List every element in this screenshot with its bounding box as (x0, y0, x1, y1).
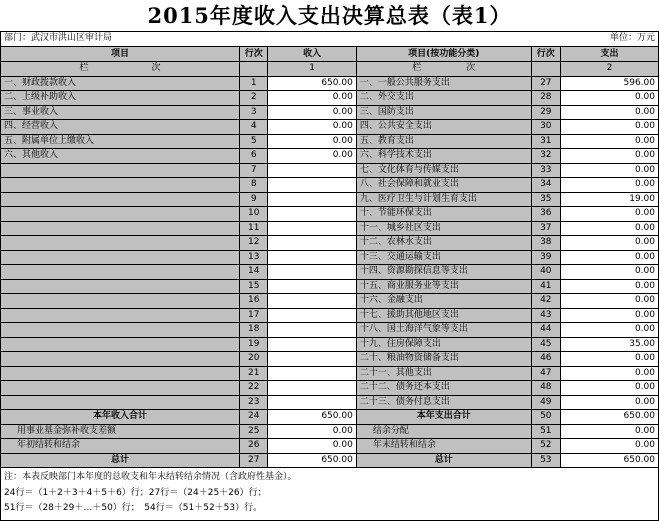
expense-item-cell: 六、科学技术支出 (356, 149, 531, 164)
expense-value-cell: 0.00 (561, 207, 659, 222)
expense-item-cell: 二、外交支出 (356, 91, 531, 106)
income-item-cell: 六、其他收入 (1, 149, 240, 164)
expense-row-no-cell: 38 (531, 236, 560, 251)
table-row (1, 279, 659, 294)
expense-value-cell: 0.00 (561, 120, 659, 135)
table-row (1, 192, 659, 207)
income-row-no-cell: 14 (239, 265, 267, 280)
expense-item-cell: 十、节能环保支出 (356, 207, 531, 222)
col-header-item: 项目 (1, 47, 240, 62)
note-line: 51行＝（28＋29＋…＋50）行； 54行＝（51＋52＋53）行。 (4, 503, 263, 513)
expense-item-cell: 总计 (356, 453, 531, 468)
income-item-cell: 总计 (1, 453, 240, 468)
expense-item-cell: 十二、农林水支出 (356, 236, 531, 251)
expense-value-cell: 0.00 (561, 366, 659, 381)
expense-item-cell: 十九、住房保障支出 (356, 337, 531, 352)
expense-row-no-cell: 41 (531, 279, 560, 294)
table-row (1, 323, 659, 338)
income-value-cell (268, 323, 356, 338)
expense-row-no-cell: 35 (531, 192, 560, 207)
income-item-cell (1, 178, 240, 193)
table-body (1, 76, 659, 468)
table-row (1, 163, 659, 178)
income-row-no-cell: 4 (239, 120, 267, 135)
income-item-cell (1, 381, 240, 396)
expense-item-cell: 十八、国土海洋气象等支出 (356, 323, 531, 338)
expense-value-cell: 0.00 (561, 381, 659, 396)
expense-row-no-cell: 29 (531, 105, 560, 120)
expense-row-no-cell: 30 (531, 120, 560, 135)
income-value-cell (268, 308, 356, 323)
income-item-cell (1, 221, 240, 236)
income-row-no-cell: 5 (239, 134, 267, 149)
income-value-cell: 0.00 (268, 424, 356, 439)
department-label: 部门：武汉市洪山区审计局 (4, 33, 113, 43)
income-item-cell (1, 250, 240, 265)
expense-row-no-cell: 27 (531, 76, 560, 91)
income-item-cell (1, 352, 240, 367)
income-value-cell: 0.00 (268, 120, 356, 135)
income-value-cell: 0.00 (268, 134, 356, 149)
expense-item-cell: 十三、交通运输支出 (356, 250, 531, 265)
expense-row-no-cell: 42 (531, 294, 560, 309)
expense-item-cell: 七、文化体育与传媒支出 (356, 163, 531, 178)
table-row (1, 410, 659, 425)
expense-value-cell: 0.00 (561, 236, 659, 251)
income-item-cell (1, 294, 240, 309)
table-row (1, 294, 659, 309)
income-row-no-cell: 9 (239, 192, 267, 207)
expense-row-no-cell: 32 (531, 149, 560, 164)
expense-row-no-cell: 53 (531, 453, 560, 468)
table-row (1, 366, 659, 381)
table-row (1, 149, 659, 164)
income-value-cell (268, 352, 356, 367)
expense-value-cell: 0.00 (561, 221, 659, 236)
income-item-cell (1, 308, 240, 323)
expense-item-cell: 年末结转和结余 (356, 439, 531, 454)
income-row-no-cell: 16 (239, 294, 267, 309)
income-row-no-cell: 25 (239, 424, 267, 439)
expense-row-no-cell: 33 (531, 163, 560, 178)
expense-value-cell: 596.00 (561, 76, 659, 91)
income-row-no-cell: 2 (239, 91, 267, 106)
expense-value-cell: 0.00 (561, 424, 659, 439)
income-value-cell (268, 221, 356, 236)
expense-row-no-cell: 36 (531, 207, 560, 222)
table-row (1, 178, 659, 193)
note-line: 注：本表反映部门本年度的总收支和年末结转结余情况（含政府性基金）。 (4, 472, 297, 482)
col-header-row-no2: 行次 (531, 47, 560, 62)
table-row (1, 76, 659, 91)
expense-value-cell: 0.00 (561, 323, 659, 338)
income-row-no-cell: 7 (239, 163, 267, 178)
income-item-cell: 一、财政拨款收入 (1, 76, 240, 91)
income-item-cell (1, 366, 240, 381)
col-header-item-func: 项目(按功能分类) (356, 47, 531, 62)
income-item-cell (1, 163, 240, 178)
income-value-cell (268, 192, 356, 207)
lan-ci-left: 栏 次 (1, 62, 240, 77)
expense-item-cell: 四、公共安全支出 (356, 120, 531, 135)
table-row (1, 120, 659, 135)
header-row (1, 47, 659, 62)
expense-value-cell: 0.00 (561, 250, 659, 265)
expense-row-no-cell: 43 (531, 308, 560, 323)
income-row-no-cell: 27 (239, 453, 267, 468)
table-row (1, 381, 659, 396)
note-line: 24行＝（1＋2＋3＋4＋5＋6）行；27行＝（24＋25＋26）行； (4, 487, 267, 498)
income-value-cell (268, 279, 356, 294)
expense-item-cell: 九、医疗卫生与计划生育支出 (356, 192, 531, 207)
income-value-cell: 0.00 (268, 439, 356, 454)
expense-value-cell: 0.00 (561, 149, 659, 164)
expense-item-cell: 十七、援助其他地区支出 (356, 308, 531, 323)
income-item-cell: 二、上级补助收入 (1, 91, 240, 106)
table-row (1, 337, 659, 352)
footnotes (0, 468, 659, 521)
expense-col-no: 2 (561, 62, 659, 77)
income-item-cell: 用事业基金弥补收支差额 (1, 424, 240, 439)
lan-ci-right-rowno (531, 62, 560, 77)
expense-row-no-cell: 46 (531, 352, 560, 367)
expense-row-no-cell: 48 (531, 381, 560, 396)
income-item-cell (1, 279, 240, 294)
income-value-cell (268, 381, 356, 396)
income-row-no-cell: 6 (239, 149, 267, 164)
expense-item-cell: 本年支出合计 (356, 410, 531, 425)
income-value-cell (268, 366, 356, 381)
expense-item-cell: 二十、粮油物资储备支出 (356, 352, 531, 367)
income-row-no-cell: 15 (239, 279, 267, 294)
expense-value-cell: 0.00 (561, 294, 659, 309)
expense-item-cell: 十六、金融支出 (356, 294, 531, 309)
table-row (1, 352, 659, 367)
income-item-cell: 本年收入合计 (1, 410, 240, 425)
expense-value-cell: 0.00 (561, 352, 659, 367)
expense-row-no-cell: 40 (531, 265, 560, 280)
meta-row (0, 31, 659, 46)
table-row (1, 424, 659, 439)
expense-value-cell: 19.00 (561, 192, 659, 207)
expense-row-no-cell: 44 (531, 323, 560, 338)
income-item-cell (1, 192, 240, 207)
income-row-no-cell: 19 (239, 337, 267, 352)
table-row (1, 236, 659, 251)
table-row (1, 395, 659, 410)
income-value-cell (268, 395, 356, 410)
table-row (1, 453, 659, 468)
expense-item-cell: 十四、资源勘探信息等支出 (356, 265, 531, 280)
expense-item-cell: 结余分配 (356, 424, 531, 439)
income-item-cell: 年初结转和结余 (1, 439, 240, 454)
income-row-no-cell: 26 (239, 439, 267, 454)
unit-label: 单位：万元 (609, 33, 655, 43)
income-row-no-cell: 8 (239, 178, 267, 193)
expense-value-cell: 650.00 (561, 453, 659, 468)
expense-value-cell: 0.00 (561, 308, 659, 323)
expense-row-no-cell: 28 (531, 91, 560, 106)
income-item-cell (1, 337, 240, 352)
lan-ci-left-rowno (239, 62, 267, 77)
income-row-no-cell: 3 (239, 105, 267, 120)
table-row (1, 91, 659, 106)
income-item-cell: 四、经营收入 (1, 120, 240, 135)
table-row (1, 265, 659, 280)
expense-value-cell: 0.00 (561, 439, 659, 454)
income-item-cell (1, 236, 240, 251)
income-row-no-cell: 20 (239, 352, 267, 367)
income-value-cell: 650.00 (268, 410, 356, 425)
income-row-no-cell: 17 (239, 308, 267, 323)
income-col-no: 1 (268, 62, 356, 77)
expense-value-cell: 35.00 (561, 337, 659, 352)
income-row-no-cell: 1 (239, 76, 267, 91)
table-row (1, 250, 659, 265)
expense-value-cell: 0.00 (561, 178, 659, 193)
expense-row-no-cell: 51 (531, 424, 560, 439)
expense-row-no-cell: 52 (531, 439, 560, 454)
table-row (1, 439, 659, 454)
expense-row-no-cell: 45 (531, 337, 560, 352)
expense-item-cell: 八、社会保障和就业支出 (356, 178, 531, 193)
income-item-cell (1, 207, 240, 222)
table-row (1, 105, 659, 120)
lan-ci-right: 栏 次 (356, 62, 531, 77)
expense-row-no-cell: 50 (531, 410, 560, 425)
table-row (1, 308, 659, 323)
expense-row-no-cell: 37 (531, 221, 560, 236)
expense-item-cell: 十一、城乡社区支出 (356, 221, 531, 236)
income-row-no-cell: 18 (239, 323, 267, 338)
income-row-no-cell: 13 (239, 250, 267, 265)
expense-value-cell: 0.00 (561, 395, 659, 410)
expense-item-cell: 十五、商业服务业等支出 (356, 279, 531, 294)
column-index-row (1, 62, 659, 77)
income-row-no-cell: 21 (239, 366, 267, 381)
income-value-cell (268, 178, 356, 193)
income-row-no-cell: 11 (239, 221, 267, 236)
expense-item-cell: 一、一般公共服务支出 (356, 76, 531, 91)
income-value-cell (268, 163, 356, 178)
income-value-cell: 0.00 (268, 149, 356, 164)
income-value-cell (268, 236, 356, 251)
income-row-no-cell: 22 (239, 381, 267, 396)
expense-value-cell: 650.00 (561, 410, 659, 425)
table-row (1, 207, 659, 222)
income-row-no-cell: 12 (239, 236, 267, 251)
expense-value-cell: 0.00 (561, 134, 659, 149)
income-row-no-cell: 23 (239, 395, 267, 410)
income-value-cell (268, 207, 356, 222)
expense-value-cell: 0.00 (561, 163, 659, 178)
income-row-no-cell: 10 (239, 207, 267, 222)
income-value-cell (268, 250, 356, 265)
table-row (1, 221, 659, 236)
expense-row-no-cell: 31 (531, 134, 560, 149)
income-value-cell (268, 294, 356, 309)
income-item-cell: 三、事业收入 (1, 105, 240, 120)
summary-table (0, 46, 659, 468)
table-row (1, 134, 659, 149)
expense-item-cell: 五、教育支出 (356, 134, 531, 149)
col-header-expense: 支出 (561, 47, 659, 62)
page-title: 2015年度收入支出决算总表（表1） (147, 3, 512, 28)
income-value-cell: 650.00 (268, 453, 356, 468)
expense-item-cell: 二十三、债务付息支出 (356, 395, 531, 410)
income-value-cell: 0.00 (268, 91, 356, 106)
col-header-row-no: 行次 (239, 47, 267, 62)
expense-row-no-cell: 49 (531, 395, 560, 410)
expense-value-cell: 0.00 (561, 279, 659, 294)
income-item-cell (1, 395, 240, 410)
income-value-cell: 0.00 (268, 105, 356, 120)
income-value-cell: 650.00 (268, 76, 356, 91)
income-value-cell (268, 337, 356, 352)
expense-row-no-cell: 34 (531, 178, 560, 193)
col-header-income: 收入 (268, 47, 356, 62)
expense-row-no-cell: 39 (531, 250, 560, 265)
income-row-no-cell: 24 (239, 410, 267, 425)
expense-row-no-cell: 47 (531, 366, 560, 381)
expense-value-cell: 0.00 (561, 265, 659, 280)
expense-item-cell: 二十二、债务还本支出 (356, 381, 531, 396)
expense-value-cell: 0.00 (561, 105, 659, 120)
income-item-cell: 五、附属单位上缴收入 (1, 134, 240, 149)
income-value-cell (268, 265, 356, 280)
income-item-cell (1, 265, 240, 280)
expense-item-cell: 三、国防支出 (356, 105, 531, 120)
expense-item-cell: 二十一、其他支出 (356, 366, 531, 381)
income-item-cell (1, 323, 240, 338)
expense-value-cell: 0.00 (561, 91, 659, 106)
